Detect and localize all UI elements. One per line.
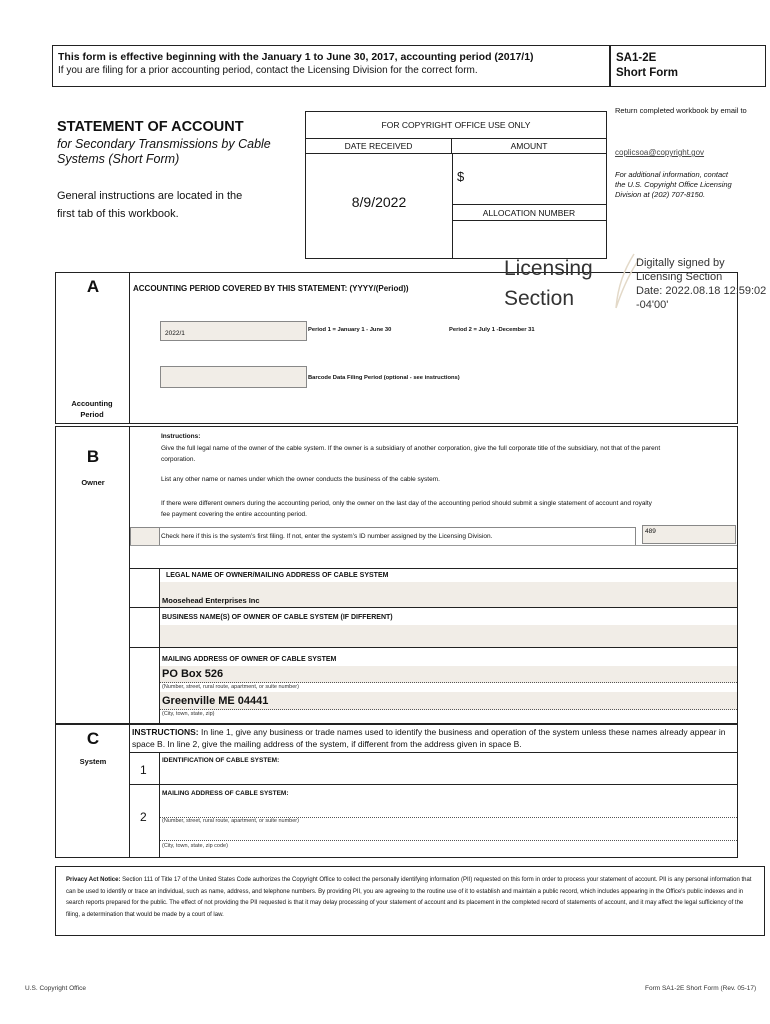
instructions-label: Instructions: (161, 433, 201, 440)
form-id-box (610, 45, 766, 87)
instruction-3: If there were different owners during the accounting period, only the owner on the last day of the accounting period should submit a single statement of account and royalty fee payment covering the entire accounting period. (161, 500, 652, 518)
section-a-side-label: Accounting Period (71, 399, 113, 419)
signature-name-line2: Section (504, 287, 575, 310)
form-code: SA1-2E (616, 52, 657, 64)
instruction-1: Give the full legal name of the owner of the cable system. If the owner is a subsidiary of another corporation, give the full corporate title of the subsidiary, not that of the parent corporation. (161, 445, 661, 463)
system-id-value: 489 (645, 528, 656, 535)
legal-name-numcol (130, 568, 160, 607)
effective-line: This form is effective beginning with the January 1 to June 30, 2017, accounting period (2017/1) (58, 51, 534, 63)
section-b-side-label: Owner (81, 478, 105, 487)
section-b-label-col (56, 427, 130, 723)
section-b-letter: B (86, 447, 100, 466)
statement-title: STATEMENT OF ACCOUNT (57, 119, 244, 135)
signature-name (504, 254, 593, 314)
statement-subtitle: for Secondary Transmissions by Cable Systems (Short Form) (57, 137, 271, 166)
period-value: 2022/1 (165, 330, 185, 337)
street-value: PO Box 526 (162, 668, 224, 680)
section-c-instructions (132, 726, 732, 750)
c-city-input[interactable] (160, 827, 737, 841)
city-input[interactable] (160, 692, 737, 710)
footer-form-rev: Form SA1-2E Short Form (Rev. 05-17) (645, 985, 757, 992)
business-names-input[interactable] (160, 625, 737, 647)
signature-date: Date: 2022.08.18 12:59:02 (636, 285, 767, 297)
legal-name-label: LEGAL NAME OF OWNER/MAILING ADDRESS OF CABLE SYSTEM (166, 572, 389, 579)
first-filing-checkbox[interactable] (130, 527, 160, 546)
c-street-input[interactable] (160, 801, 737, 818)
c-city-caption: (City, town, state, zip code) (162, 843, 228, 849)
instruction-2: List any other name or names under which the owner conducts the business of the cable system. (161, 476, 440, 483)
office-use-heading: FOR COPYRIGHT OFFICE USE ONLY (306, 112, 606, 139)
privacy-label: Privacy Act Notice: (66, 877, 121, 883)
privacy-notice (55, 866, 765, 936)
legal-name-row (130, 568, 737, 608)
c-line2-numcol (130, 785, 160, 857)
effective-period-notice (52, 45, 610, 87)
first-filing-text: Check here if this is the system’s first filing. If not, enter the system’s ID number assigned by the Licensing Division. (161, 533, 493, 540)
barcode-period-input[interactable] (160, 366, 307, 388)
c-line1-number: 1 (140, 763, 147, 777)
date-received-label: DATE RECEIVED (306, 139, 452, 154)
city-caption: (City, town, state, zip) (162, 711, 215, 717)
city-value: Greenville ME 04441 (162, 695, 269, 707)
signature-details (636, 256, 766, 312)
amount-dollar-sign: $ (457, 169, 465, 184)
mailing-address-row (130, 648, 737, 723)
section-c-letter: C (86, 729, 100, 748)
c-line2 (130, 785, 737, 857)
street-caption: (Number, street, rural route, apartment, or suite number) (162, 684, 299, 690)
section-a-label-col (56, 273, 130, 423)
period-input[interactable] (160, 321, 307, 341)
c-line1-input[interactable] (160, 765, 737, 784)
mailing-numcol (130, 648, 160, 723)
b-row-divider (130, 545, 737, 546)
signature-name-line1: Licensing (504, 257, 593, 280)
form-type: Short Form (616, 67, 678, 79)
section-b (55, 426, 738, 724)
signature-signer: Licensing Section (636, 271, 723, 283)
period2-note: Period 2 = July 1 -December 31 (449, 327, 535, 333)
section-a-heading: ACCOUNTING PERIOD COVERED BY THIS STATEMENT: (YYYY/(Period)) (133, 284, 409, 293)
c-line1-numcol (130, 753, 160, 784)
legal-name-value: Moosehead Enterprises Inc (162, 596, 260, 605)
system-id-input[interactable] (642, 525, 736, 544)
return-instructions: Return completed workbook by email to (615, 106, 747, 115)
c-line2-number: 2 (140, 810, 147, 824)
signature-digitally-signed: Digitally signed by (636, 257, 725, 269)
section-c-instructions-text: In line 1, give any business or trade names used to identify the business and operation of the system unless these names already appear in space B. In line 2, give the mailing address of the system, if different from the address given in space B. (132, 727, 726, 749)
business-names-row (130, 608, 737, 648)
amount-label: AMOUNT (452, 139, 606, 154)
business-names-numcol (130, 608, 160, 647)
privacy-text: Section 111 of Title 17 of the United States Code authorizes the Copyright Office to collect the personally identifying information (PII) requested on this form in order to process your statement of account. PII is any personal information that can be used to identify or trace an individual, such as name, address, and telephone numbers. By providing PII, you are agreeing to the routine use of it to establish and maintain a public record, which includes appearing in the Office's public indexes and in search reports prepared for the public. The effect of not providing the PII requested is that it may delay processing of your statement of account and its placement in the completed record of statements of account, and it may affect the legal sufficiency of the filing, a determination that would be made by a court of law. (66, 877, 752, 918)
email-link[interactable]: coplicsoa@copyright.gov (615, 148, 705, 157)
business-names-label: BUSINESS NAME(S) OF OWNER OF CABLE SYSTEM (IF DIFFERENT) (162, 614, 393, 621)
footer-office: U.S. Copyright Office (25, 985, 86, 992)
section-a-letter: A (86, 277, 100, 296)
barcode-label: Barcode Data Filing Period (optional - see instructions) (308, 375, 460, 381)
section-c-instructions-label: INSTRUCTIONS: (132, 727, 199, 737)
section-c-side-label: System (79, 757, 107, 766)
general-instructions: General instructions are located in the first tab of this workbook. (57, 190, 243, 220)
mailing-label: MAILING ADDRESS OF OWNER OF CABLE SYSTEM (162, 656, 337, 663)
period1-note: Period 1 = January 1 - June 30 (308, 327, 392, 333)
c-line2-label: MAILING ADDRESS OF CABLE SYSTEM: (162, 790, 289, 797)
street-input[interactable] (160, 666, 737, 683)
date-received-value: 8/9/2022 (351, 194, 407, 210)
section-c (55, 724, 738, 858)
legal-name-input[interactable] (160, 582, 737, 607)
c-line1 (130, 752, 737, 785)
section-c-label-col (56, 725, 130, 857)
c-street-caption: (Number, street, rural route, apartment, or suite number) (162, 818, 299, 824)
office-use-box (305, 111, 607, 259)
signature-tz: -04'00' (636, 299, 669, 311)
prior-period-line: If you are filing for a prior accounting period, contact the Licensing Division for the correct form. (58, 65, 478, 76)
c-line1-label: IDENTIFICATION OF CABLE SYSTEM: (162, 757, 280, 764)
first-filing-row (160, 527, 636, 546)
additional-info: For additional information, contact the U.S. Copyright Office Licensing Division at (202) 707-8150. (615, 170, 732, 199)
allocation-number-label: ALLOCATION NUMBER (452, 204, 606, 221)
